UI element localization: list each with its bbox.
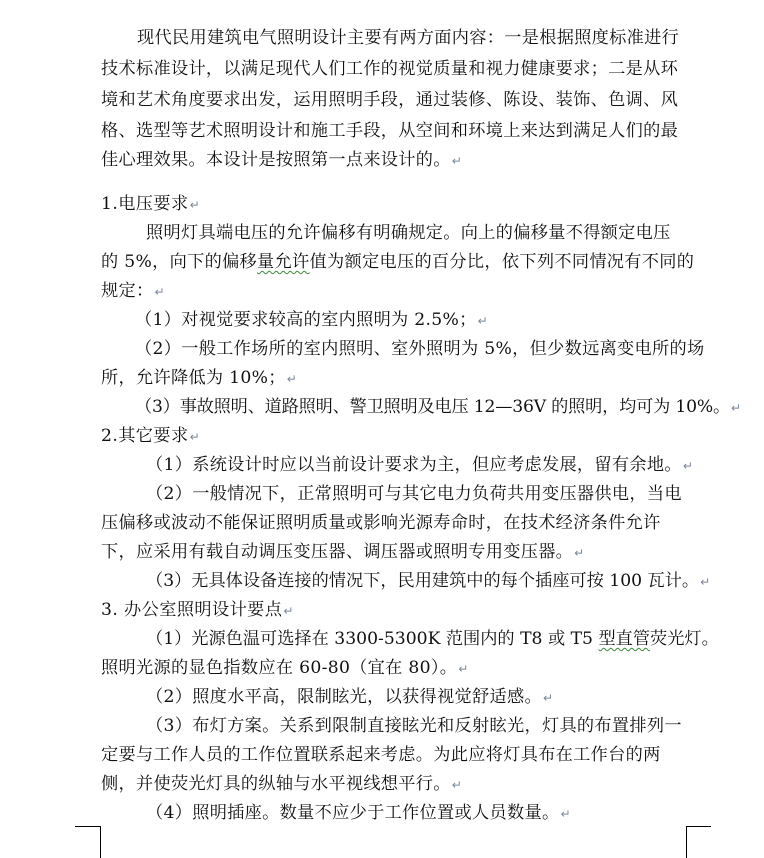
section-1-item-3: （3）事故照明、道路照明、警卫照明及电压 12—36V 的照明，均可为 10%。↵ [135, 397, 741, 417]
paragraph-mark-icon: ↵ [477, 314, 489, 328]
section-1-heading: 1.电压要求↵ [101, 194, 201, 214]
intro-line-1: 现代民用建筑电气照明设计主要有两方面内容：一是根据照度标准进行 [137, 28, 680, 48]
section-2-item-3: （3）无具体设备连接的情况下，民用建筑中的每个插座可按 100 瓦计。↵ [146, 571, 711, 591]
intro-line-3: 境和艺术角度要求出发，运用照明手段，通过装修、陈设、装饰、色调、风 [101, 90, 679, 110]
section-1-item-2-line-2: 所，允许降低为 10%；↵ [101, 368, 298, 388]
section-3-item-2: （2）照度水平高，限制眩光，以获得视觉舒适感。↵ [146, 687, 554, 707]
paragraph-mark-icon: ↵ [189, 430, 201, 444]
section-2-heading: 2.其它要求↵ [101, 426, 201, 446]
paragraph-mark-icon: ↵ [189, 198, 201, 212]
section-1-para-line-3: 规定：↵ [101, 281, 165, 301]
section-3-item-1-line-2: 照明光源的显色指数应在 60-80（宜在 80）。↵ [101, 658, 469, 678]
section-1-item-2-line-1: （2）一般工作场所的室内照明、室外照明为 5%，但少数远离变电所的场 [135, 339, 705, 359]
paragraph-mark-icon: ↵ [154, 285, 165, 299]
margin-corner-mark-right [686, 826, 711, 858]
paragraph-mark-icon: ↵ [682, 459, 694, 473]
section-1-item-1: （1）对视觉要求较高的室内照明为 2.5%；↵ [135, 310, 489, 330]
section-3-item-3-line-2: 定要与工作人员的工作位置联系起来考虑。为此应将灯具布在工作台的两 [101, 745, 661, 765]
intro-line-5: 佳心理效果。本设计是按照第一点来设计的。↵ [101, 150, 463, 170]
paragraph-mark-icon: ↵ [451, 154, 463, 168]
paragraph-mark-icon: ↵ [542, 691, 554, 705]
section-2-item-2-line-3: 下，应采用有载自动调压变压器、调压器或照明专用变压器。↵ [101, 542, 585, 562]
spellcheck-underline: 型直管 [598, 629, 651, 649]
section-3-item-3-line-3: 侧，并使荧光灯具的纵轴与水平视线想平行。↵ [101, 774, 463, 794]
intro-line-2: 技术标准设计，以满足现代人们工作的视觉质量和视力健康要求；二是从环 [101, 59, 679, 79]
paragraph-mark-icon: ↵ [458, 662, 469, 676]
paragraph-mark-icon: ↵ [574, 546, 585, 560]
margin-corner-mark-left [75, 826, 101, 858]
section-3-heading: 3. 办公室照明设计要点↵ [101, 600, 294, 620]
paragraph-mark-icon: ↵ [730, 401, 741, 415]
section-2-item-2-line-1: （2）一般情况下，正常照明可与其它电力负荷共用变压器供电，当电 [146, 484, 682, 504]
intro-line-4: 格、选型等艺术照明设计和施工手段，从空间和环境上来达到满足人们的最 [101, 121, 679, 141]
section-2-item-2-line-2: 压偏移或波动不能保证照明质量或影响光源寿命时，在技术经济条件允许 [101, 513, 661, 533]
section-1-para-line-1: 照明灯具端电压的允许偏移有明确规定。向上的偏移量不得额定电压 [146, 223, 671, 243]
section-2-item-1: （1）系统设计时应以当前设计要求为主，但应考虑发展，留有余地。↵ [146, 455, 694, 475]
section-3-item-4: （4）照明插座。数量不应少于工作位置或人员数量。↵ [146, 803, 571, 823]
paragraph-mark-icon: ↵ [700, 575, 711, 589]
paragraph-mark-icon: ↵ [560, 807, 571, 821]
spellcheck-underline: 量允许 [257, 252, 310, 272]
paragraph-mark-icon: ↵ [451, 778, 463, 792]
paragraph-mark-icon: ↵ [286, 372, 298, 386]
section-1-para-line-2: 的 5%，向下的偏移量允许值为额定电压的百分比，依下列不同情况有不同的 [101, 252, 695, 272]
section-3-item-3-line-1: （3）布灯方案。关系到限制直接眩光和反射眩光，灯具的布置排列一 [146, 716, 682, 736]
paragraph-mark-icon: ↵ [283, 604, 294, 618]
section-3-item-1-line-1: （1）光源色温可选择在 3300-5300K 范围内的 T8 或 T5 型直管荧光灯。 [146, 629, 719, 649]
